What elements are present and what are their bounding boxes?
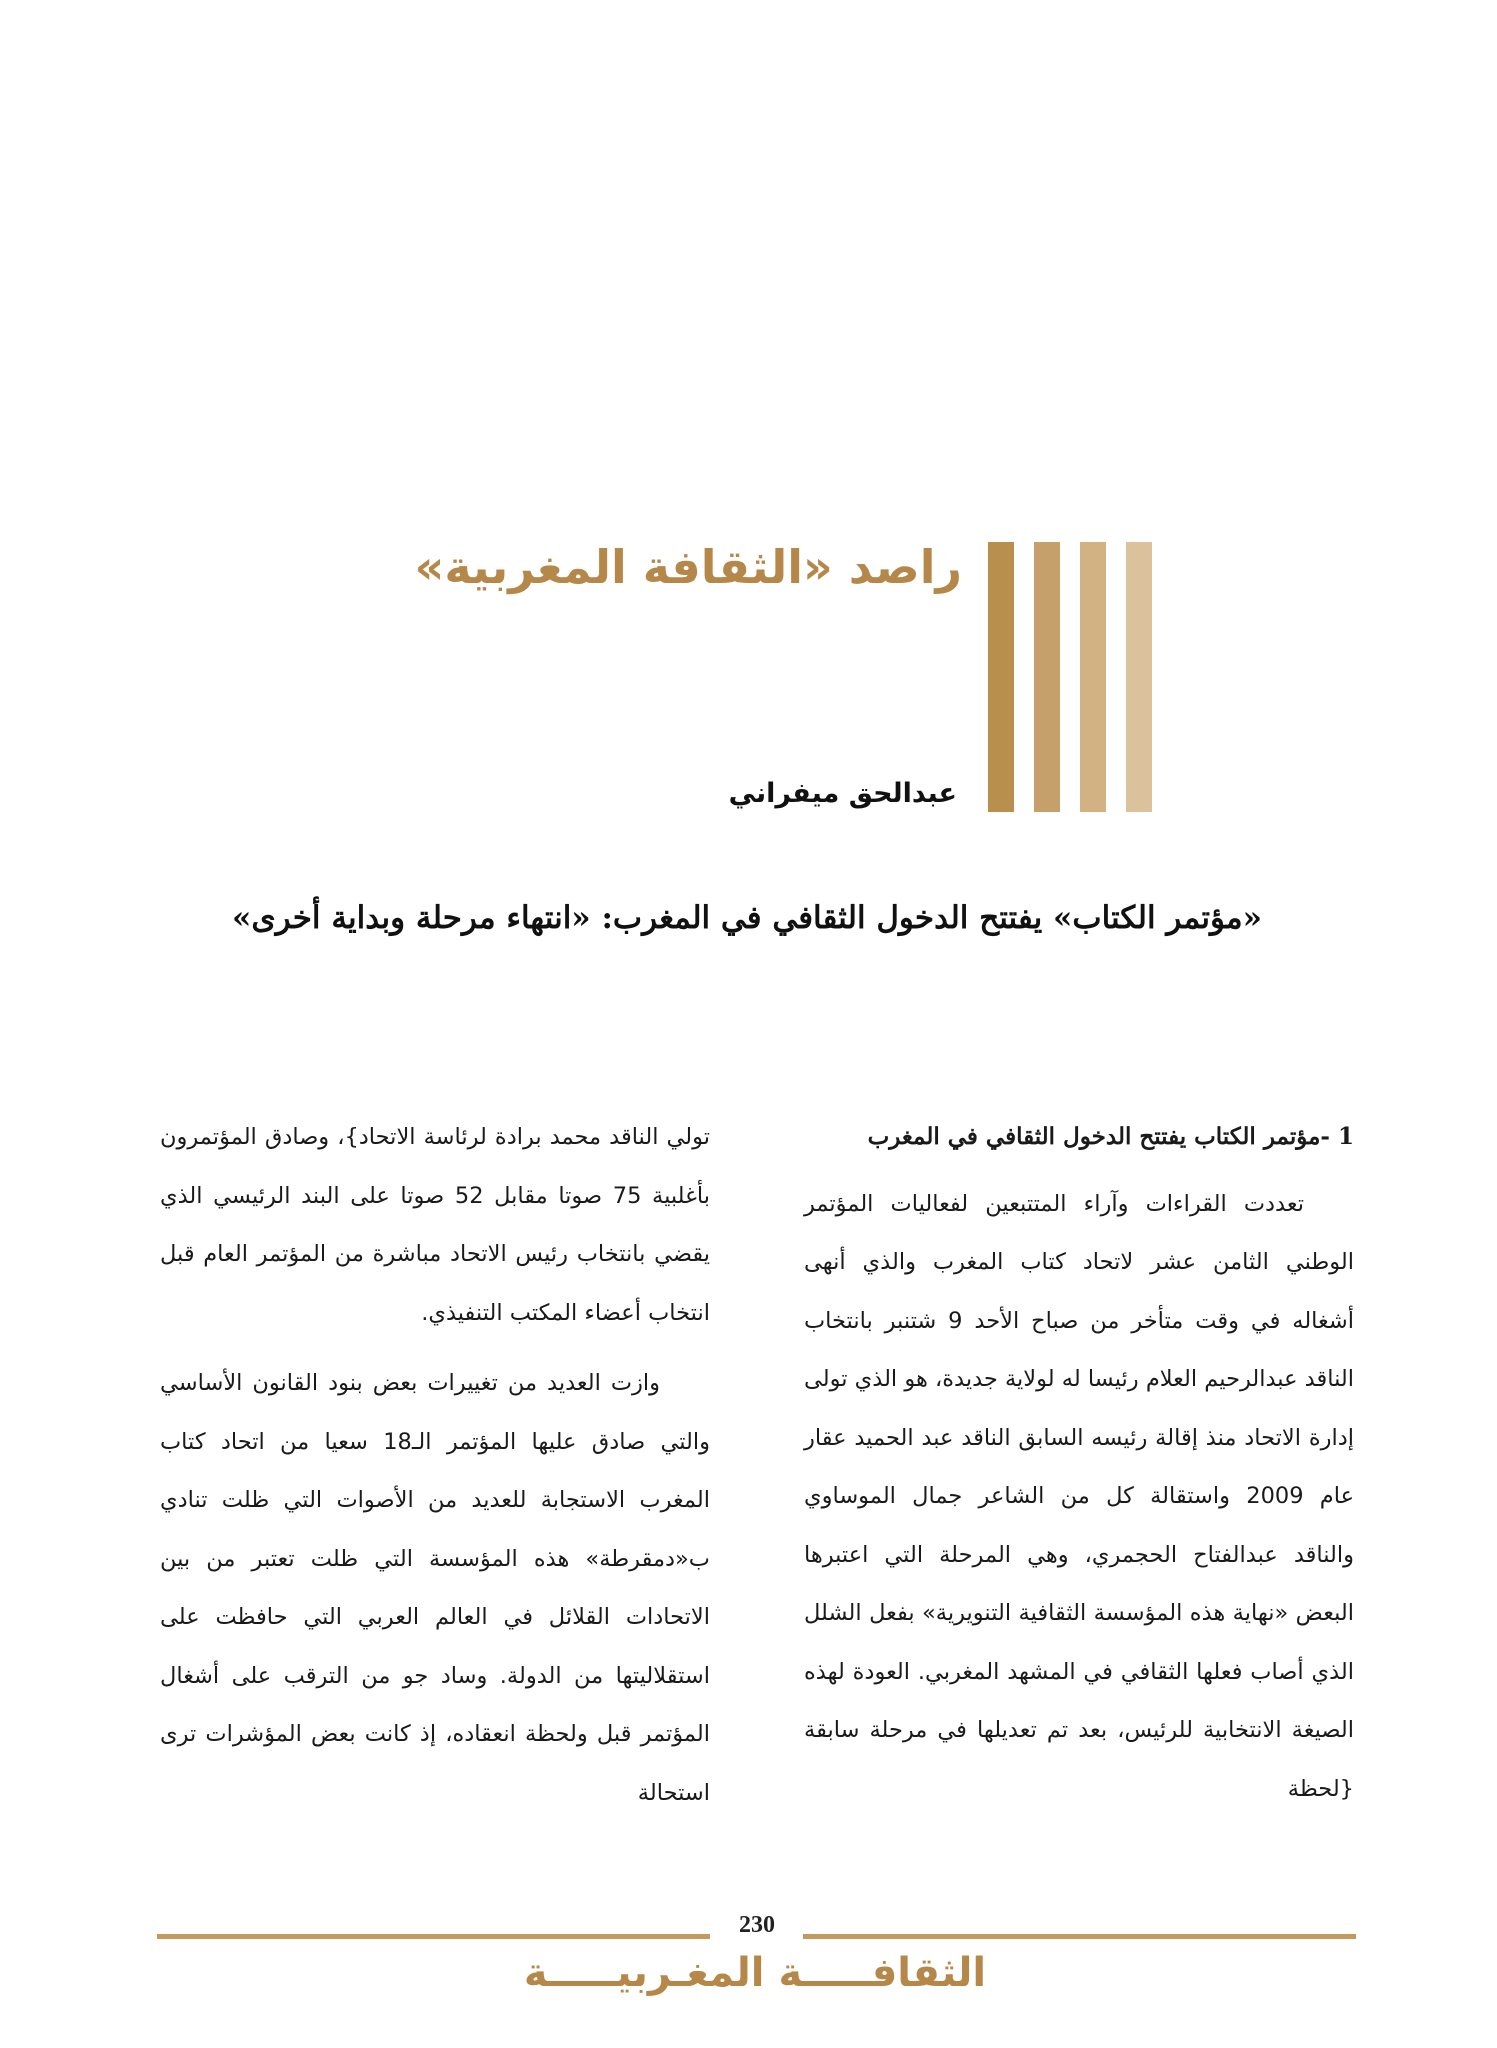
section-title: راصد «الثقافة المغربية» xyxy=(414,540,962,594)
decorative-bar xyxy=(1034,542,1060,812)
decorative-bar xyxy=(1080,542,1106,812)
page-number: 230 xyxy=(739,1912,775,1938)
body-paragraph: وازت العديد من تغييرات بعض بنود القانون الأساسي والتي صادق عليها المؤتمر الـ18 سعيا من اتحاد كتاب المغرب الاستجابة للعديد من الأصوات التي ظلت تنادي ب«دمقرطة» هذه المؤسسة التي ظلت تعتبر من بين الاتحادات القلائل في العالم العربي التي حافظت على استقلاليتها من الدولة. وساد جو من الترقب على أشغال المؤتمر قبل ولحظة انعقاده، إذ كانت بعض المؤشرات ترى استحالة xyxy=(160,1370,710,1806)
author-name: عبدالحق ميفراني xyxy=(728,778,957,809)
decorative-bar xyxy=(988,542,1014,812)
body-paragraph: تولي الناقد محمد برادة لرئاسة الاتحاد}، وصادق المؤتمرون بأغلبية 75 صوتا مقابل 52 صوتا على البند الرئيسي الذي يقضي بانتخاب رئيس الاتحاد مباشرة من المؤتمر العام قبل انتخاب أعضاء المكتب التنفيذي. xyxy=(160,1124,710,1326)
column-subheading: 1 -مؤتمر الكتاب يفتتح الدخول الثقافي في المغرب xyxy=(867,1123,1354,1150)
body-paragraph: تعددت القراءات وآراء المتتبعين لفعاليات المؤتمر الوطني الثامن عشر لاتحاد كتاب المغرب والذي أنهى أشغاله في وقت متأخر من صباح الأحد 9 شتنبر بانتخاب الناقد عبدالرحيم العلام رئيسا له لولاية جديدة، هو الذي تولى إدارة الاتحاد منذ إقالة رئيسه السابق الناقد عبد الحميد عقار عام 2009 واستقالة كل من الشاعر جمال الموساوي والناقد عبدالفتاح الحجمري، وهي المرحلة التي اعتبرها البعض «نهاية هذه المؤسسة الثقافية التنويرية» بفعل الشلل الذي أصاب فعلها الثقافي في المشهد المغربي. العودة لهذه الصيغة الانتخابية للرئيس، بعد تم تعديلها في مرحلة سابقة {لحظة xyxy=(804,1190,1354,1802)
left-column xyxy=(160,1108,710,1834)
magazine-brand: الثقافـــــة المغـربيـــــة xyxy=(523,1950,987,1996)
decorative-bar xyxy=(1126,542,1152,812)
article-headline: «مؤتمر الكتاب» يفتتح الدخول الثقافي في المغرب: «انتهاء مرحلة وبداية أخرى» xyxy=(232,900,1262,936)
footer-divider xyxy=(157,1934,710,1939)
right-column xyxy=(804,1108,1354,1830)
footer-divider xyxy=(803,1934,1356,1939)
